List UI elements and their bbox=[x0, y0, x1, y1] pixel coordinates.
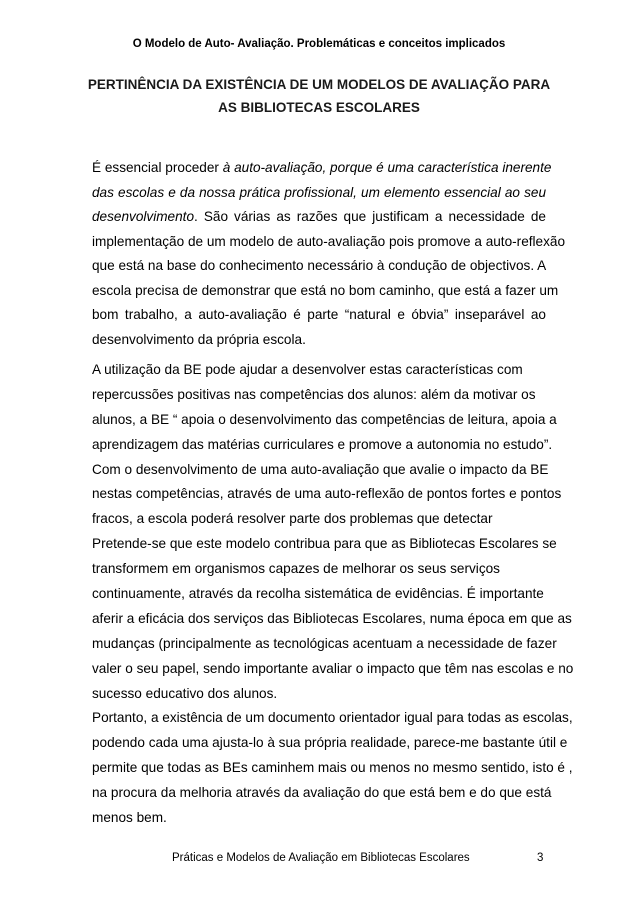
paragraph-1-line bbox=[92, 181, 546, 206]
section-title bbox=[70, 74, 568, 119]
text-run: . São várias as razões que justificam a necessidade de bbox=[194, 209, 546, 224]
paragraph-1-line bbox=[92, 205, 546, 230]
body-line: na procura da melhoria através da avaliação do que está bem e do que está bbox=[92, 785, 552, 801]
italic-text-run: à auto-avaliação, porque é uma característica inerente bbox=[222, 160, 552, 175]
paragraph-1-line: implementação de um modelo de auto-avaliação pois promove a auto-reflexão bbox=[92, 233, 566, 249]
body-line: aferir a eficácia dos serviços das Bibliotecas Escolares, numa época em que as bbox=[92, 610, 572, 626]
body-line: valer o seu papel, sendo importante avaliar o impacto que têm nas escolas e no bbox=[92, 660, 574, 676]
body-line: alunos, a BE “ apoia o desenvolvimento das competências de leitura, apoia a bbox=[92, 411, 557, 427]
body-line: podendo cada uma ajusta-lo à sua própria realidade, parece-me bastante útil e bbox=[92, 735, 568, 751]
body-line: menos bem. bbox=[92, 810, 167, 826]
italic-text-run: das escolas e da nossa prática profissional, um elemento essencial ao seu bbox=[92, 184, 546, 200]
paragraph-1-line: bom trabalho, a auto-avaliação é parte “natural e óbvia” inseparável ao bbox=[92, 307, 546, 322]
paragraph-1 bbox=[92, 156, 566, 352]
body-line: Pretende-se que este modelo contribua para que as Bibliotecas Escolares se bbox=[92, 536, 557, 552]
body-line: Portanto, a existência de um documento orientador igual para todas as escolas, bbox=[92, 710, 573, 726]
section-title-line-2: AS BIBLIOTECAS ESCOLARES bbox=[218, 100, 420, 115]
paragraph-1-line: que está na base do conhecimento necessário à condução de objectivos. A bbox=[92, 258, 547, 273]
body-line: nestas competências, através de uma auto-reflexão de pontos fortes e pontos bbox=[92, 486, 562, 502]
italic-text-run: desenvolvimento bbox=[92, 209, 195, 224]
page-footer: Práticas e Modelos de Avaliação em Bibliotecas Escolares bbox=[172, 852, 470, 864]
body-line: continuamente, através da recolha sistemática de evidências. É importante bbox=[92, 586, 544, 602]
body-line: Com o desenvolvimento de uma auto-avaliação que avalie o impacto da BE bbox=[92, 461, 549, 477]
body-line: fracos, a escola poderá resolver parte dos problemas que detectar bbox=[92, 511, 493, 527]
paragraph-1-line: escola precisa de demonstrar que está no bom caminho, que está a fazer um bbox=[92, 282, 559, 298]
paragraph-1-line bbox=[92, 156, 552, 181]
paragraph-1-line: desenvolvimento da própria escola. bbox=[92, 331, 306, 347]
body-line: aprendizagem das matérias curriculares e promove a autonomia no estudo”. bbox=[92, 436, 553, 452]
body-line: mudanças (principalmente as tecnológicas acentuam a necessidade de fazer bbox=[92, 635, 557, 651]
page-header: O Modelo de Auto- Avaliação. Problemáticas e conceitos implicados bbox=[132, 38, 506, 50]
page-number: 3 bbox=[537, 852, 544, 864]
body-text bbox=[92, 358, 574, 831]
body-line: sucesso educativo dos alunos. bbox=[92, 685, 278, 701]
text-run: É essencial proceder bbox=[92, 160, 223, 175]
body-line: transformem em organismos capazes de melhorar os seus serviços bbox=[92, 561, 500, 577]
body-line: repercussões positivas nas competências dos alunos: além da motivar os bbox=[92, 386, 536, 402]
body-line: A utilização da BE pode ajudar a desenvolver estas características com bbox=[92, 362, 523, 377]
body-line: permite que todas as BEs caminhem mais ou menos no mesmo sentido, isto é , bbox=[92, 760, 573, 776]
section-title-line-1: PERTINÊNCIA DA EXISTÊNCIA DE UM MODELOS DE AVALIAÇÃO PARA bbox=[87, 77, 551, 92]
